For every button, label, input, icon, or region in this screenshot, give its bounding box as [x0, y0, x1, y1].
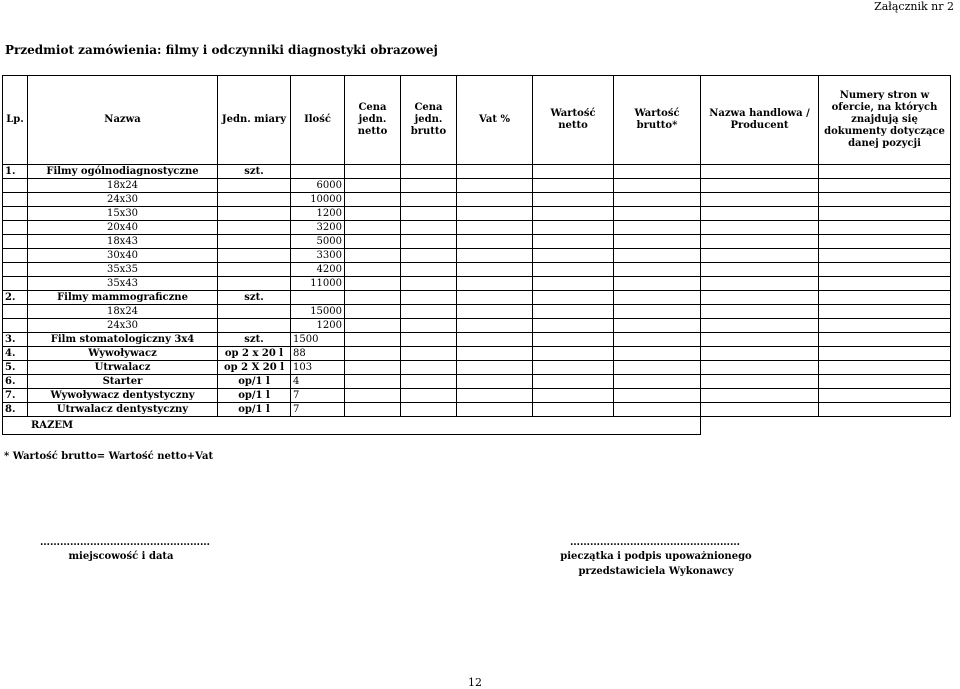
table-subrow: [3, 305, 951, 319]
table-subrow: [3, 207, 951, 221]
cell-ilosc: 1200: [291, 319, 345, 333]
cell-empty: [819, 263, 951, 277]
cell-empty: [819, 179, 951, 193]
cell-empty: [614, 305, 701, 319]
cell-nazwa: 18x43: [28, 235, 218, 249]
cell-jm: [218, 207, 291, 221]
table-subrow: [3, 179, 951, 193]
cell-jm: op 2 X 20 l: [218, 361, 291, 375]
cell-empty: [614, 207, 701, 221]
cell-empty: [345, 347, 401, 361]
cell-empty: [345, 305, 401, 319]
cell-empty: [701, 207, 819, 221]
cell-empty: [701, 165, 819, 179]
cell-empty: [401, 235, 457, 249]
cell-empty: [819, 361, 951, 375]
cell-ilosc: 3200: [291, 221, 345, 235]
cell-empty: [701, 193, 819, 207]
header-vat: Vat %: [457, 76, 533, 165]
cell-empty: [533, 291, 614, 305]
cell-empty: [614, 389, 701, 403]
cell-empty: [457, 221, 533, 235]
table-subrow: [3, 319, 951, 333]
cell-empty: [819, 235, 951, 249]
order-table: [2, 75, 951, 435]
cell-empty: [819, 375, 951, 389]
cell-empty: [614, 193, 701, 207]
cell-ilosc: 3300: [291, 249, 345, 263]
cell-lp: 8.: [3, 403, 28, 417]
cell-empty: [533, 193, 614, 207]
header-jm: Jedn. miary: [218, 76, 291, 165]
cell-lp: 7.: [3, 389, 28, 403]
table-subrow: [3, 263, 951, 277]
cell-ilosc: 1500: [291, 333, 345, 347]
cell-lp: [3, 319, 28, 333]
cell-empty: [457, 375, 533, 389]
cell-ilosc: 10000: [291, 193, 345, 207]
cell-empty: [701, 291, 819, 305]
cell-jm: op/1 l: [218, 403, 291, 417]
cell-nazwa: 35x35: [28, 263, 218, 277]
cell-empty: [533, 165, 614, 179]
cell-jm: [218, 305, 291, 319]
cell-empty: [345, 207, 401, 221]
table-row: [3, 361, 951, 375]
cell-empty: [345, 291, 401, 305]
cell-ilosc: 7: [291, 389, 345, 403]
cell-lp: 2.: [3, 291, 28, 305]
header-wartosc-netto: Wartość netto: [533, 76, 614, 165]
cell-empty: [401, 207, 457, 221]
cell-lp: [3, 277, 28, 291]
cell-empty: [457, 347, 533, 361]
cell-empty: [533, 221, 614, 235]
header-ilosc: Ilość: [291, 76, 345, 165]
cell-empty: [457, 277, 533, 291]
cell-empty: [614, 263, 701, 277]
cell-empty: [614, 235, 701, 249]
cell-empty: [701, 347, 819, 361]
cell-empty: [345, 333, 401, 347]
cell-nazwa: 24x30: [28, 319, 218, 333]
cell-empty: [819, 403, 951, 417]
cell-lp: [3, 305, 28, 319]
cell-ilosc: [291, 165, 345, 179]
cell-empty: [457, 403, 533, 417]
cell-jm: op/1 l: [218, 375, 291, 389]
cell-empty: [614, 277, 701, 291]
cell-lp: [3, 221, 28, 235]
cell-ilosc: 11000: [291, 277, 345, 291]
table-row: [3, 375, 951, 389]
cell-empty: [533, 333, 614, 347]
cell-empty: [401, 221, 457, 235]
cell-ilosc: 7: [291, 403, 345, 417]
cell-empty: [457, 193, 533, 207]
table-subrow: [3, 193, 951, 207]
cell-empty: [819, 347, 951, 361]
cell-jm: [218, 235, 291, 249]
total-row: [3, 417, 951, 435]
header-producent: Nazwa handlowa / Producent: [701, 76, 819, 165]
cell-empty: [457, 249, 533, 263]
cell-nazwa: Filmy mammograficzne: [28, 291, 218, 305]
cell-empty: [533, 347, 614, 361]
annex-label: Załącznik nr 2: [874, 0, 954, 13]
cell-ilosc: 6000: [291, 179, 345, 193]
cell-empty: [533, 207, 614, 221]
cell-empty: [401, 263, 457, 277]
cell-empty: [457, 165, 533, 179]
cell-jm: szt.: [218, 165, 291, 179]
header-strony: Numery stron w ofercie, na których znajdują się dokumenty dotyczące danej pozycji: [819, 76, 951, 165]
signature-label-2: przedstawiciela Wykonawcy: [578, 566, 734, 577]
cell-empty: [401, 403, 457, 417]
cell-empty: [614, 249, 701, 263]
cell-empty: [345, 235, 401, 249]
cell-empty: [345, 165, 401, 179]
cell-empty: [701, 389, 819, 403]
cell-nazwa: 30x40: [28, 249, 218, 263]
cell-empty: [345, 319, 401, 333]
cell-jm: [218, 179, 291, 193]
footnote: * Wartość brutto= Wartość netto+Vat: [4, 451, 214, 462]
cell-empty: [614, 361, 701, 375]
cell-empty: [345, 263, 401, 277]
cell-ilosc: 5000: [291, 235, 345, 249]
cell-empty: [614, 179, 701, 193]
cell-empty: [533, 179, 614, 193]
cell-lp: [3, 193, 28, 207]
cell-empty: [701, 249, 819, 263]
cell-empty: [701, 333, 819, 347]
cell-empty: [401, 333, 457, 347]
cell-empty: [457, 207, 533, 221]
cell-nazwa: 18x24: [28, 305, 218, 319]
cell-nazwa: 18x24: [28, 179, 218, 193]
cell-jm: [218, 193, 291, 207]
header-nazwa: Nazwa: [28, 76, 218, 165]
cell-empty: [614, 333, 701, 347]
cell-empty: [457, 263, 533, 277]
cell-empty: [819, 249, 951, 263]
cell-empty: [819, 221, 951, 235]
table-header-row: [3, 76, 951, 165]
cell-jm: [218, 263, 291, 277]
cell-empty: [614, 291, 701, 305]
cell-empty: [401, 277, 457, 291]
cell-ilosc: 1200: [291, 207, 345, 221]
cell-nazwa: Utrwalacz: [28, 361, 218, 375]
cell-ilosc: 15000: [291, 305, 345, 319]
table-subrow: [3, 221, 951, 235]
cell-empty: [401, 375, 457, 389]
header-wartosc-brutto: Wartość brutto*: [614, 76, 701, 165]
cell-empty: [401, 165, 457, 179]
table-row: [3, 389, 951, 403]
table-subrow: [3, 235, 951, 249]
cell-lp: 4.: [3, 347, 28, 361]
cell-empty: [701, 319, 819, 333]
cell-empty: [401, 291, 457, 305]
cell-empty: [819, 319, 951, 333]
cell-empty: [614, 221, 701, 235]
page-number: 12: [468, 676, 482, 689]
cell-jm: [218, 249, 291, 263]
table-row: [3, 403, 951, 417]
cell-jm: [218, 277, 291, 291]
cell-nazwa: 20x40: [28, 221, 218, 235]
document-heading: Przedmiot zamówienia: filmy i odczynniki diagnostyki obrazowej: [5, 43, 438, 57]
cell-lp: [3, 207, 28, 221]
cell-empty: [345, 179, 401, 193]
header-cena-netto: Cena jedn. netto: [345, 76, 401, 165]
cell-empty: [457, 389, 533, 403]
cell-empty: [533, 375, 614, 389]
cell-empty: [401, 361, 457, 375]
cell-empty: [701, 235, 819, 249]
cell-empty: [614, 347, 701, 361]
cell-empty: [401, 179, 457, 193]
cell-empty: [819, 291, 951, 305]
table-row: [3, 347, 951, 361]
cell-empty: [457, 333, 533, 347]
cell-empty: [533, 277, 614, 291]
cell-jm: op 2 x 20 l: [218, 347, 291, 361]
cell-empty: [701, 277, 819, 291]
signature-label-1: pieczątka i podpis upoważnionego: [560, 551, 752, 562]
place-date-label: miejscowość i data: [68, 551, 174, 562]
cell-lp: [3, 249, 28, 263]
cell-empty: [345, 361, 401, 375]
cell-empty: [457, 235, 533, 249]
cell-empty: [819, 207, 951, 221]
cell-empty: [533, 361, 614, 375]
cell-empty: [401, 347, 457, 361]
cell-empty: [701, 361, 819, 375]
cell-empty: [345, 389, 401, 403]
cell-nazwa: 24x30: [28, 193, 218, 207]
cell-nazwa: Starter: [28, 375, 218, 389]
cell-empty: [701, 305, 819, 319]
cell-empty: [533, 305, 614, 319]
cell-nazwa: Film stomatologiczny 3x4: [28, 333, 218, 347]
signature-line-left: ……………………………………………: [40, 537, 210, 548]
cell-nazwa: Utrwalacz dentystyczny: [28, 403, 218, 417]
cell-nazwa: 15x30: [28, 207, 218, 221]
cell-empty: [701, 375, 819, 389]
cell-lp: 3.: [3, 333, 28, 347]
cell-ilosc: 4200: [291, 263, 345, 277]
signature-line-right: ……………………………………………: [570, 537, 740, 548]
cell-empty: [701, 221, 819, 235]
cell-empty: [819, 333, 951, 347]
cell-empty: [533, 249, 614, 263]
cell-jm: szt.: [218, 291, 291, 305]
cell-nazwa: Wywoływacz dentystyczny: [28, 389, 218, 403]
cell-nazwa: 35x43: [28, 277, 218, 291]
cell-empty: [457, 361, 533, 375]
cell-jm: [218, 319, 291, 333]
cell-empty: [819, 389, 951, 403]
cell-empty: [401, 249, 457, 263]
cell-lp: 1.: [3, 165, 28, 179]
cell-empty: [457, 305, 533, 319]
header-lp: Lp.: [3, 76, 28, 165]
table-subrow: [3, 277, 951, 291]
cell-empty: [614, 319, 701, 333]
cell-jm: [218, 221, 291, 235]
cell-empty: [401, 389, 457, 403]
cell-empty: [819, 277, 951, 291]
cell-empty: [345, 221, 401, 235]
cell-lp: [3, 179, 28, 193]
cell-jm: szt.: [218, 333, 291, 347]
cell-empty: [401, 319, 457, 333]
cell-empty: [457, 319, 533, 333]
table-row: [3, 291, 951, 305]
header-cena-brutto: Cena jedn. brutto: [401, 76, 457, 165]
cell-empty: [533, 319, 614, 333]
cell-empty: [614, 165, 701, 179]
cell-empty: [345, 249, 401, 263]
cell-empty: [701, 263, 819, 277]
cell-empty: [457, 291, 533, 305]
cell-nazwa: Filmy ogólnodiagnostyczne: [28, 165, 218, 179]
cell-empty: [819, 165, 951, 179]
cell-empty: [614, 375, 701, 389]
cell-empty: [401, 193, 457, 207]
cell-ilosc: 88: [291, 347, 345, 361]
cell-lp: [3, 263, 28, 277]
cell-lp: [3, 235, 28, 249]
cell-empty: [533, 389, 614, 403]
cell-empty: [345, 375, 401, 389]
cell-lp: 6.: [3, 375, 28, 389]
cell-empty: [614, 403, 701, 417]
table-row: [3, 165, 951, 179]
cell-empty: [701, 403, 819, 417]
cell-empty: [533, 235, 614, 249]
cell-ilosc: 4: [291, 375, 345, 389]
cell-empty: [457, 179, 533, 193]
cell-empty: [819, 305, 951, 319]
cell-empty: [533, 403, 614, 417]
cell-nazwa: Wywoływacz: [28, 347, 218, 361]
cell-empty: [345, 277, 401, 291]
cell-empty: [819, 193, 951, 207]
cell-empty: [345, 193, 401, 207]
cell-ilosc: 103: [291, 361, 345, 375]
table-row: [3, 333, 951, 347]
cell-empty: [701, 179, 819, 193]
cell-empty: [401, 305, 457, 319]
cell-ilosc: [291, 291, 345, 305]
total-label: RAZEM: [3, 417, 701, 435]
cell-empty: [345, 403, 401, 417]
cell-empty: [533, 263, 614, 277]
table-subrow: [3, 249, 951, 263]
cell-jm: op/1 l: [218, 389, 291, 403]
cell-lp: 5.: [3, 361, 28, 375]
